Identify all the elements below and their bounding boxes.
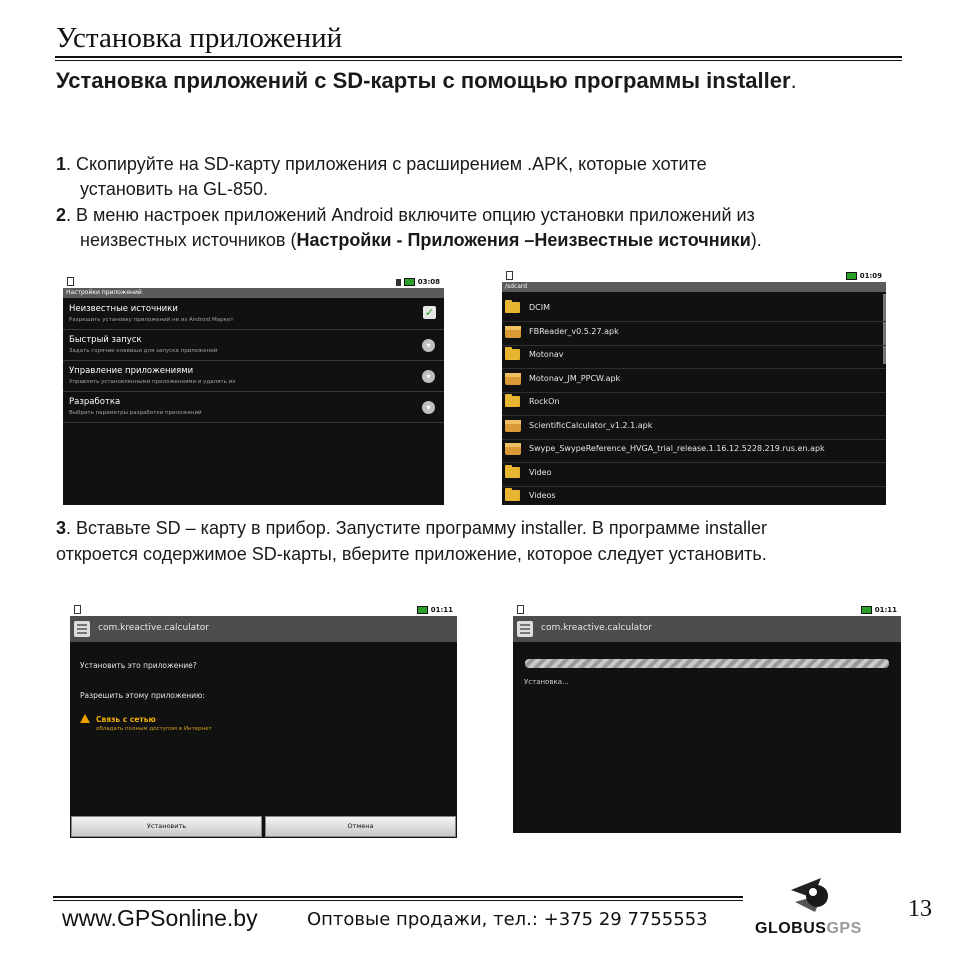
cancel-button[interactable]: Отмена [265, 816, 456, 837]
file-name: DCIM [529, 303, 551, 312]
progress-bar [525, 659, 889, 668]
file-item[interactable] [502, 415, 886, 440]
step-text-post: ). [750, 230, 762, 250]
row-title: Разработка [69, 397, 121, 407]
screenshot-install-dialog [70, 604, 457, 838]
step-2 [56, 203, 906, 253]
status-right [846, 270, 882, 282]
row-title: Быстрый запуск [69, 335, 142, 345]
app-icon [517, 621, 533, 637]
folder-icon [505, 490, 520, 501]
app-name: com.kreactive.calculator [541, 623, 652, 633]
file-item[interactable] [502, 344, 886, 369]
header-rule [55, 56, 902, 58]
settings-title: Настройки приложений [63, 288, 444, 298]
package-icon [505, 373, 521, 385]
sd-icon [396, 279, 401, 286]
status-right [417, 604, 453, 616]
status-bar [513, 604, 901, 616]
file-item[interactable] [502, 391, 886, 416]
progress-label: Установка... [524, 678, 569, 686]
folder-icon [505, 467, 520, 478]
section-heading [56, 66, 896, 95]
settings-row-manage-apps[interactable] [63, 361, 444, 392]
file-item[interactable] [502, 438, 886, 463]
battery-icon [861, 606, 872, 614]
file-item[interactable] [502, 485, 886, 505]
section-heading-text: Установка приложений с SD-карты с помощью программы installer [56, 68, 791, 93]
file-name: Videos [529, 491, 556, 500]
chevron-down-icon: ▾ [422, 339, 435, 352]
file-name: Swype_SwypeReference_HVGA_trial_release.1.16.12.5228.219.rus.en.apk [529, 444, 825, 453]
section-heading-end: . [790, 68, 797, 93]
permissions-label: Разрешить этому приложению: [80, 691, 205, 700]
usb-icon [67, 277, 74, 286]
battery-icon [417, 606, 428, 614]
file-item[interactable] [502, 462, 886, 487]
row-subtitle: Задать горячие клавиши для запуска приложений [69, 348, 218, 354]
step-number: 3 [56, 518, 67, 538]
install-button[interactable]: Установить [71, 816, 262, 837]
row-title: Неизвестные источники [69, 304, 178, 314]
settings-row-quick-launch[interactable] [63, 330, 444, 361]
logo-text-globus: GLOBUS [755, 920, 827, 937]
step-1 [56, 152, 906, 202]
status-right [861, 604, 897, 616]
app-header [70, 616, 457, 642]
step-text-continued: установить на GL-850. [80, 179, 269, 199]
page-title: Установка приложений [56, 22, 343, 54]
footer-rule-thin [53, 900, 743, 901]
file-item[interactable] [502, 297, 886, 322]
app-icon [74, 621, 90, 637]
battery-icon [404, 278, 415, 286]
folder-icon [505, 302, 520, 313]
usb-icon [506, 271, 513, 280]
folder-icon [505, 349, 520, 360]
status-bar [502, 270, 886, 282]
row-subtitle: Управлять установленными приложениями и удалять их [69, 379, 236, 385]
permission-title: Связь с сетью [96, 715, 156, 724]
globe-icon [755, 872, 880, 920]
screenshot-file-browser [502, 270, 886, 505]
app-name: com.kreactive.calculator [98, 623, 209, 633]
step-number: 1 [56, 154, 67, 174]
clock: 01:11 [430, 606, 453, 614]
clock: 01:09 [859, 272, 882, 280]
row-subtitle: Выбрать параметры разработки приложений [69, 410, 202, 416]
checkbox-checked-icon[interactable]: ✓ [424, 306, 435, 319]
install-question: Установить это приложение? [80, 661, 197, 670]
step-number: 2 [56, 205, 67, 225]
step-text: . Скопируйте на SD-карту приложения с расширением .APK, которые хотите [66, 154, 707, 174]
battery-icon [846, 272, 857, 280]
usb-icon [74, 605, 81, 614]
logo-text [755, 920, 862, 938]
file-name: Motonav [529, 350, 564, 359]
status-bar [70, 604, 457, 616]
step-text-continued: откроется содержимое SD-карты, вберите приложение, которое следует установить. [56, 544, 767, 564]
clock: 03:08 [417, 278, 440, 286]
package-icon [505, 326, 521, 338]
file-item[interactable] [502, 368, 886, 393]
step-text: . Вставьте SD – карту в прибор. Запустите программу installer. В программе installer [66, 518, 768, 538]
file-name: Motonav_JM_PPCW.apk [529, 374, 621, 383]
settings-path: Настройки - Приложения –Неизвестные источники [296, 230, 751, 250]
file-name: RockOn [529, 397, 560, 406]
row-title: Управление приложениями [69, 366, 194, 376]
file-item[interactable] [502, 321, 886, 346]
file-name: FBReader_v0.5.27.apk [529, 327, 619, 336]
warning-icon [80, 714, 90, 723]
row-subtitle: Разрешить установку приложений не из Android Маркет [69, 317, 234, 323]
page-number: 13 [908, 896, 932, 922]
logo-text-gps: GPS [826, 920, 862, 937]
screenshot-app-settings [63, 276, 444, 505]
settings-row-unknown-sources[interactable] [63, 299, 444, 330]
step-text-pre: неизвестных источников ( [80, 230, 297, 250]
package-icon [505, 443, 521, 455]
folder-icon [505, 396, 520, 407]
step-text-continued [56, 228, 906, 253]
status-bar [63, 276, 444, 288]
file-name: Video [529, 468, 552, 477]
chevron-down-icon: ▾ [422, 370, 435, 383]
file-name: ScientificCalculator_v1.2.1.apk [529, 421, 653, 430]
path-bar: /sdcard [502, 282, 886, 292]
sales-contact: Оптовые продажи, тел.: +375 29 7755553 [307, 909, 708, 930]
status-right [396, 276, 440, 288]
usb-icon [517, 605, 524, 614]
website-link[interactable]: www.GPSonline.by [62, 905, 258, 931]
footer-rule [53, 896, 743, 898]
step-text: . В меню настроек приложений Android включите опцию установки приложений из [66, 205, 755, 225]
permission-subtitle: обладать полным доступом в Интернет [96, 726, 212, 732]
header-rule-thin [55, 60, 902, 61]
app-header [513, 616, 901, 642]
screenshot-installing [513, 604, 901, 833]
globusgps-logo [755, 872, 880, 942]
chevron-down-icon: ▾ [422, 401, 435, 414]
package-icon [505, 420, 521, 432]
settings-row-development[interactable] [63, 392, 444, 423]
clock: 01:11 [874, 606, 897, 614]
step-3 [56, 515, 916, 567]
